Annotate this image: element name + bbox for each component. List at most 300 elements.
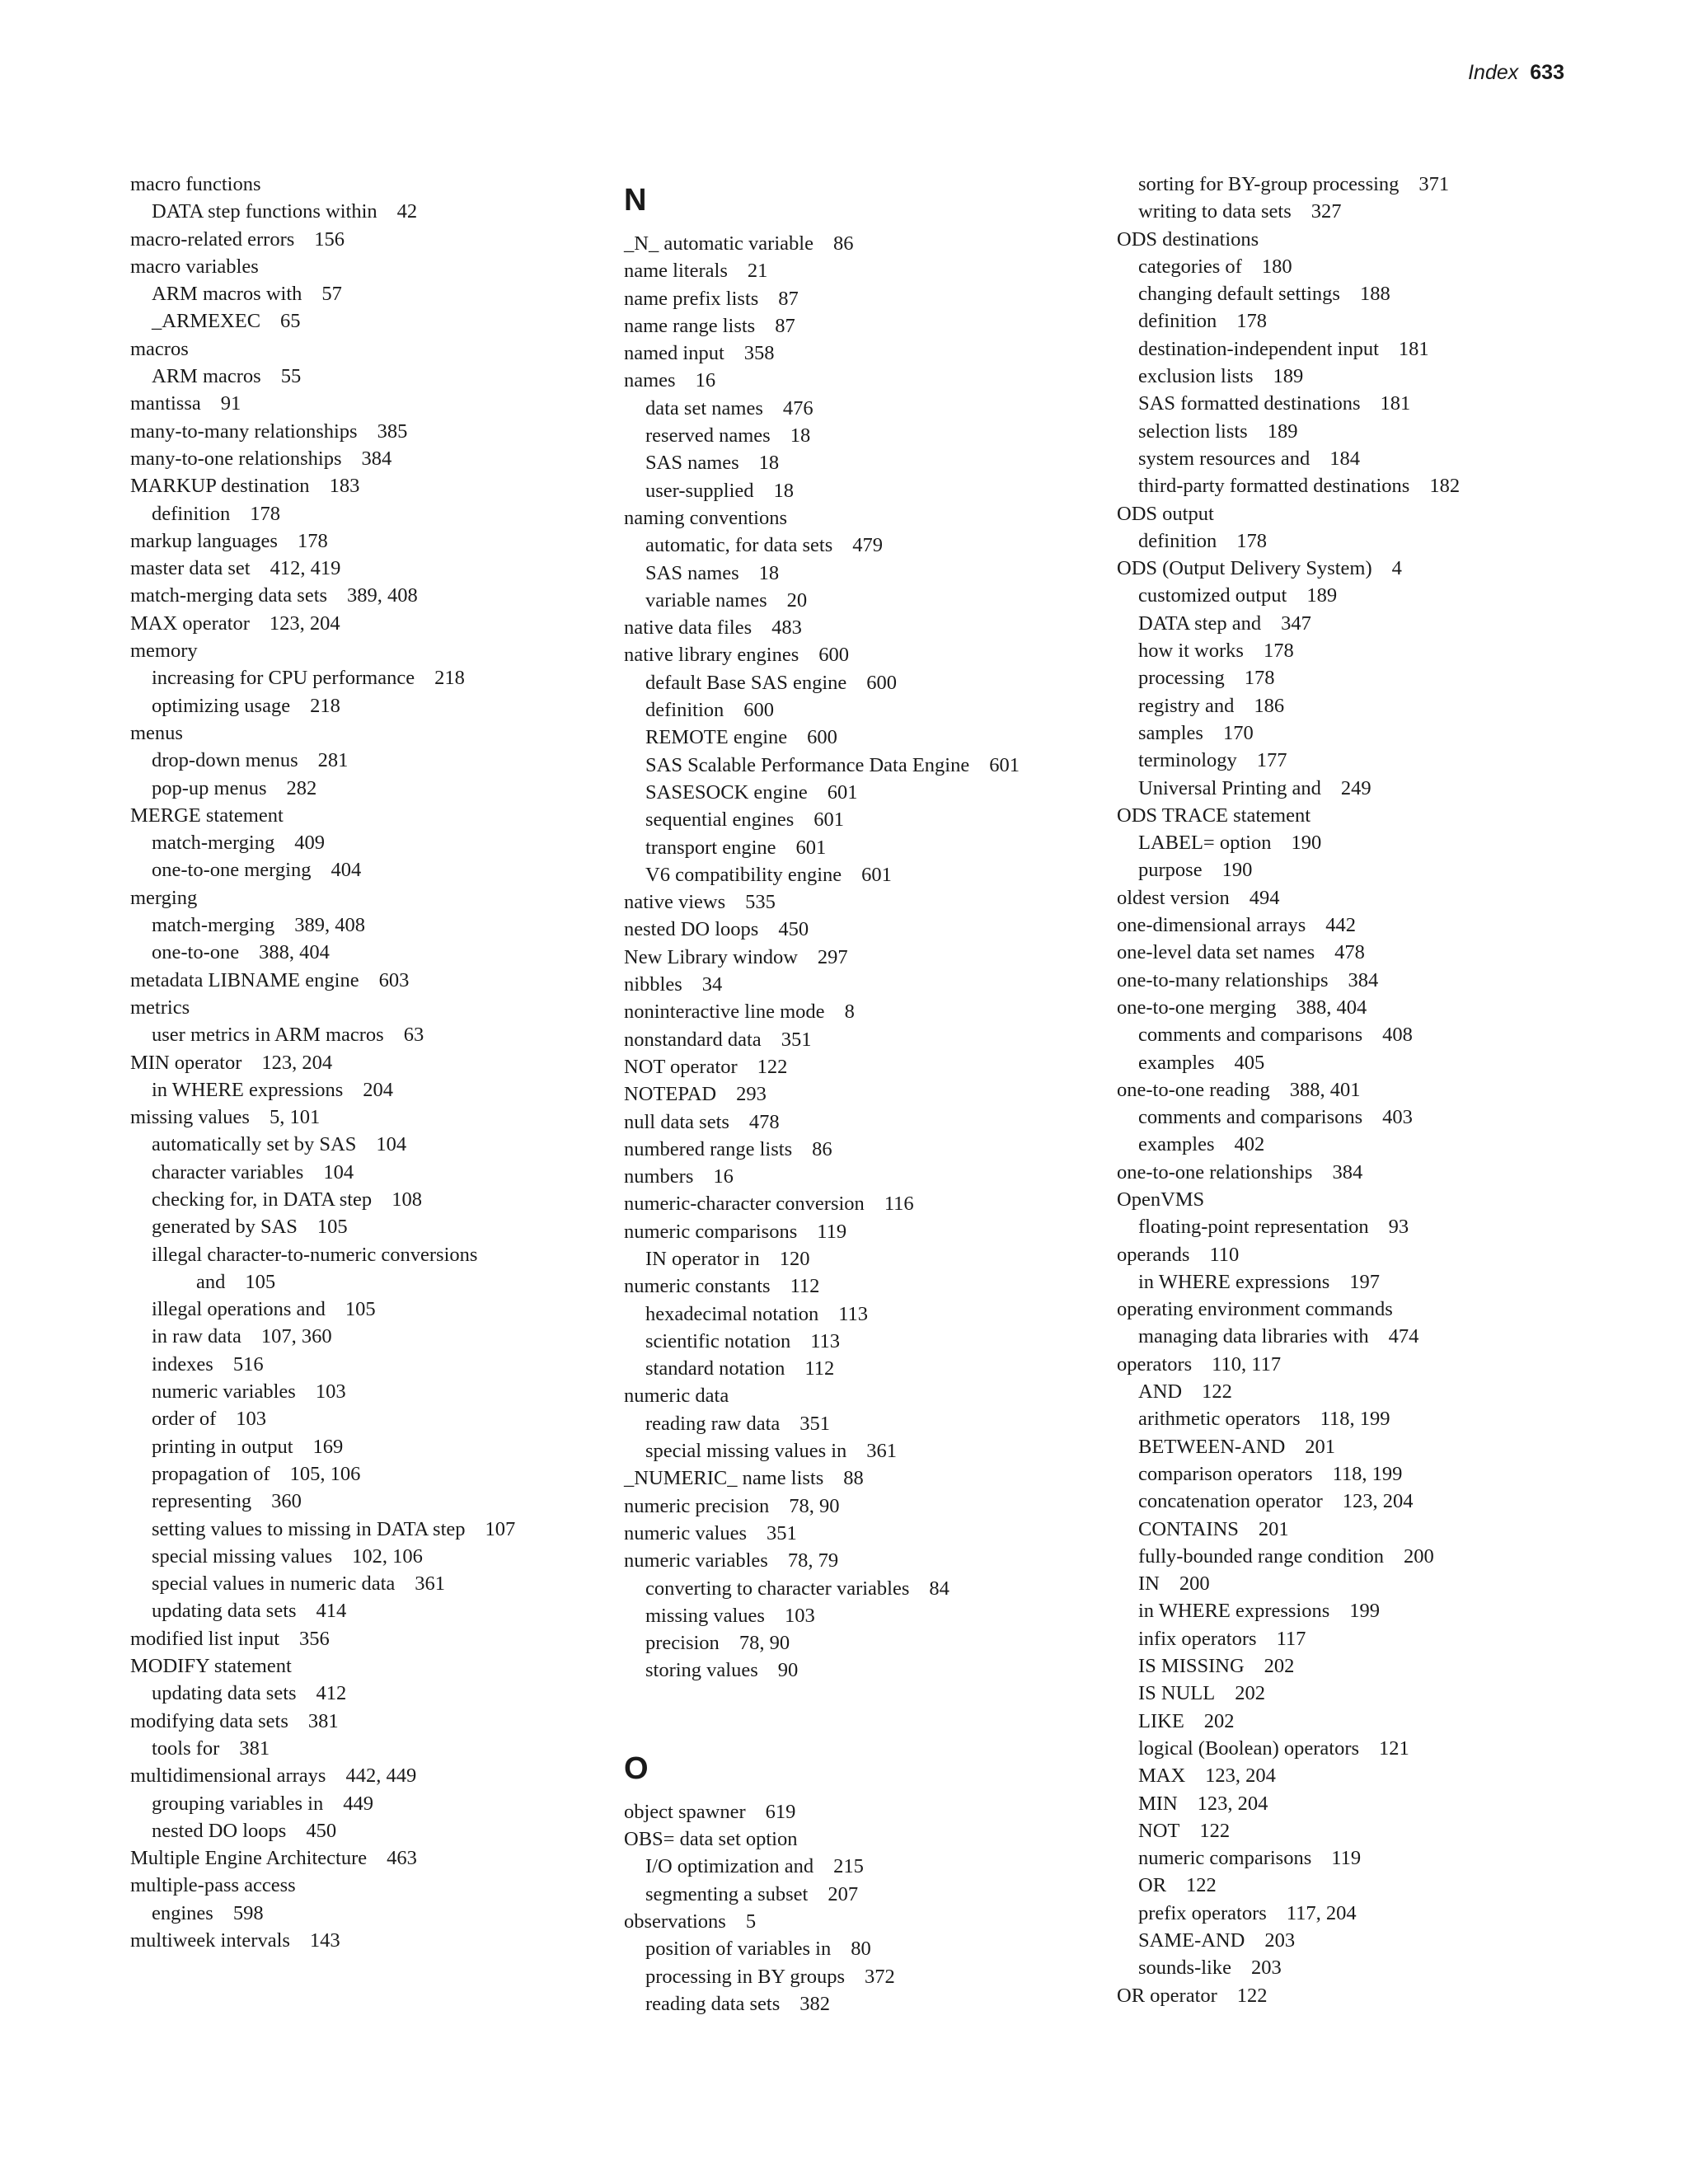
page-reference: 189 bbox=[1267, 419, 1298, 443]
page-reference: 388, 404 bbox=[259, 941, 330, 964]
page-reference: 102, 106 bbox=[352, 1544, 423, 1568]
index-subentry bbox=[1117, 1268, 1595, 1296]
index-term: illegal character-to-numeric conversions bbox=[152, 1243, 478, 1266]
page-reference: 479 bbox=[852, 534, 883, 557]
page-reference: 117 bbox=[1276, 1627, 1306, 1650]
page-reference: 110 bbox=[1209, 1243, 1240, 1266]
index-term: one-to-one bbox=[152, 941, 240, 964]
index-subentry bbox=[1117, 280, 1595, 307]
page-reference: 189 bbox=[1273, 365, 1304, 388]
page-reference: 189 bbox=[1306, 584, 1338, 607]
index-term: IS MISSING bbox=[1138, 1655, 1245, 1678]
index-subentry bbox=[1117, 747, 1595, 774]
page-reference: 403 bbox=[1382, 1106, 1413, 1129]
index-subentry bbox=[624, 669, 1102, 696]
index-subentry bbox=[130, 829, 608, 856]
index-term: named input bbox=[624, 342, 724, 365]
page-reference: 619 bbox=[765, 1800, 796, 1823]
index-entry bbox=[624, 614, 1102, 641]
page-reference: 78, 90 bbox=[738, 1632, 790, 1655]
index-term: OBS= data set option bbox=[624, 1828, 798, 1851]
page-reference: 204 bbox=[363, 1078, 394, 1101]
index-term: SAS names bbox=[645, 452, 739, 475]
index-term: numeric comparisons bbox=[624, 1220, 798, 1243]
page-reference: 65 bbox=[280, 310, 301, 333]
index-entry bbox=[624, 1493, 1102, 1520]
index-subentry bbox=[1117, 637, 1595, 664]
index-subentry bbox=[1117, 582, 1595, 609]
index-term: missing values bbox=[645, 1604, 765, 1627]
index-term: numeric precision bbox=[624, 1494, 770, 1517]
index-subentry bbox=[624, 1245, 1102, 1272]
index-entry bbox=[624, 1218, 1102, 1245]
index-entry bbox=[624, 1272, 1102, 1300]
page-reference: 87 bbox=[775, 314, 795, 337]
page-reference: 186 bbox=[1254, 694, 1285, 717]
page-reference: 78, 90 bbox=[789, 1494, 840, 1517]
page-reference: 463 bbox=[387, 1847, 417, 1870]
index-entry bbox=[624, 1190, 1102, 1217]
index-term: purpose bbox=[1138, 859, 1203, 882]
page-reference: 123, 204 bbox=[1197, 1792, 1268, 1815]
index-term: MIN bbox=[1138, 1792, 1178, 1815]
running-head-label: Index bbox=[1468, 61, 1519, 84]
index-term: numbers bbox=[624, 1165, 694, 1188]
page-reference: 381 bbox=[307, 1709, 339, 1732]
page-reference: 170 bbox=[1222, 721, 1254, 744]
index-subentry bbox=[1117, 1488, 1595, 1515]
index-term: REMOTE engine bbox=[645, 726, 788, 749]
section-letter-heading: N bbox=[624, 183, 647, 218]
index-term: generated by SAS bbox=[152, 1216, 298, 1239]
index-subentry bbox=[130, 1351, 608, 1378]
index-entry bbox=[624, 367, 1102, 394]
index-term: IN operator in bbox=[645, 1247, 760, 1270]
page-reference: 177 bbox=[1256, 749, 1287, 772]
index-term: New Library window bbox=[624, 945, 798, 968]
index-term: reserved names bbox=[645, 424, 771, 448]
page-number: 633 bbox=[1530, 61, 1564, 84]
index-term: multiweek intervals bbox=[130, 1929, 290, 1952]
page-reference: 18 bbox=[790, 424, 811, 448]
index-term: _ARMEXEC bbox=[152, 310, 261, 333]
index-entry bbox=[130, 884, 608, 912]
index-entry bbox=[130, 994, 608, 1021]
page-reference: 84 bbox=[929, 1577, 950, 1600]
index-subentry bbox=[1117, 1021, 1595, 1048]
index-term: categories of bbox=[1138, 255, 1242, 278]
page-reference: 18 bbox=[758, 561, 780, 584]
index-subentry bbox=[1117, 1954, 1595, 1981]
index-term: metrics bbox=[130, 996, 190, 1019]
page-reference: 118, 199 bbox=[1332, 1462, 1403, 1485]
index-term: automatically set by SAS bbox=[152, 1133, 357, 1156]
page-reference: 200 bbox=[1179, 1572, 1210, 1596]
page-reference: 412 bbox=[316, 1682, 347, 1705]
index-term: I/O optimization and bbox=[645, 1855, 814, 1878]
index-entry bbox=[624, 1382, 1102, 1409]
page-reference: 156 bbox=[314, 227, 345, 251]
page-reference: 113 bbox=[810, 1329, 841, 1352]
page-reference: 118, 199 bbox=[1320, 1408, 1390, 1431]
index-term: NOTEPAD bbox=[624, 1083, 717, 1106]
index-term: ARM macros bbox=[152, 365, 261, 388]
index-subentry bbox=[1117, 1104, 1595, 1131]
index-entry bbox=[1117, 1159, 1595, 1186]
page-reference: 483 bbox=[771, 616, 802, 640]
index-term: nested DO loops bbox=[152, 1819, 287, 1842]
index-term: special missing values bbox=[152, 1544, 333, 1568]
index-term: drop-down menus bbox=[152, 749, 298, 772]
page-reference: 476 bbox=[782, 396, 814, 419]
index-term: _N_ automatic variable bbox=[624, 232, 814, 255]
index-subentry bbox=[624, 449, 1102, 476]
index-term: LIKE bbox=[1138, 1709, 1184, 1732]
index-term: multidimensional arrays bbox=[130, 1765, 326, 1788]
page-reference: 351 bbox=[781, 1028, 812, 1051]
index-subentry bbox=[624, 779, 1102, 806]
page-reference: 178 bbox=[297, 529, 328, 552]
index-subentry bbox=[1117, 664, 1595, 691]
page-reference: 181 bbox=[1398, 337, 1429, 360]
index-subentry bbox=[1117, 829, 1595, 856]
index-term: multiple-pass access bbox=[130, 1874, 296, 1897]
index-term: master data set bbox=[130, 557, 251, 580]
index-entry bbox=[130, 1104, 608, 1131]
index-subentry bbox=[1117, 171, 1595, 198]
page-reference: 372 bbox=[865, 1965, 895, 1988]
page-reference: 601 bbox=[827, 780, 858, 804]
index-term: automatic, for data sets bbox=[645, 534, 833, 557]
index-term: changing default settings bbox=[1138, 283, 1340, 306]
index-subentry bbox=[1117, 1790, 1595, 1817]
page-reference: 5 bbox=[745, 1910, 757, 1933]
page-reference: 63 bbox=[403, 1024, 424, 1047]
index-term: numeric data bbox=[624, 1385, 729, 1408]
index-term: fully-bounded range condition bbox=[1138, 1544, 1385, 1568]
index-subentry bbox=[624, 806, 1102, 833]
index-term: grouping variables in bbox=[152, 1792, 324, 1815]
page-reference: 123, 204 bbox=[269, 612, 340, 635]
index-term: samples bbox=[1138, 721, 1203, 744]
index-term: SAS Scalable Performance Data Engine bbox=[645, 753, 970, 776]
index-entry bbox=[1117, 500, 1595, 527]
index-term: one-to-one reading bbox=[1117, 1078, 1270, 1101]
page-reference: 402 bbox=[1234, 1133, 1265, 1156]
index-term: AND bbox=[1138, 1380, 1183, 1404]
index-entry bbox=[624, 1108, 1102, 1136]
index-subentry bbox=[624, 532, 1102, 559]
page-reference: 202 bbox=[1264, 1655, 1295, 1678]
page-reference: 169 bbox=[312, 1435, 344, 1458]
index-subentry bbox=[130, 1076, 608, 1104]
index-term: representing bbox=[152, 1490, 252, 1513]
index-term: comparison operators bbox=[1138, 1462, 1313, 1485]
page-reference: 5, 101 bbox=[269, 1106, 321, 1129]
index-subentry bbox=[1117, 1844, 1595, 1872]
page-reference: 408 bbox=[1382, 1024, 1413, 1047]
page-reference: 120 bbox=[779, 1247, 810, 1270]
page-reference: 103 bbox=[236, 1408, 266, 1431]
index-term: DATA step and bbox=[1138, 612, 1262, 635]
index-term: sounds-like bbox=[1138, 1957, 1231, 1980]
index-term: numbered range lists bbox=[624, 1137, 793, 1160]
index-entry bbox=[1117, 1076, 1595, 1104]
index-subentry bbox=[130, 500, 608, 527]
page-reference: 93 bbox=[1388, 1216, 1409, 1239]
index-subentry bbox=[1117, 1516, 1595, 1543]
index-term: oldest version bbox=[1117, 886, 1230, 909]
index-subentry bbox=[624, 1963, 1102, 1990]
page-reference: 86 bbox=[832, 232, 854, 255]
page-reference: 181 bbox=[1380, 392, 1411, 415]
page-reference: 16 bbox=[695, 369, 716, 392]
page-reference: 327 bbox=[1311, 200, 1342, 223]
index-subentry bbox=[1117, 1460, 1595, 1488]
index-term: one-level data set names bbox=[1117, 941, 1315, 964]
index-term: macros bbox=[130, 337, 189, 360]
index-term: SAS formatted destinations bbox=[1138, 392, 1361, 415]
index-term: arithmetic operators bbox=[1138, 1408, 1301, 1431]
index-subentry bbox=[130, 939, 608, 966]
page-reference: 218 bbox=[310, 694, 340, 717]
page-reference: 178 bbox=[250, 502, 281, 525]
page-reference: 110, 117 bbox=[1212, 1352, 1282, 1376]
index-entry bbox=[624, 1053, 1102, 1080]
page-reference: 123, 204 bbox=[1342, 1490, 1414, 1513]
index-term: NOT operator bbox=[624, 1055, 738, 1078]
index-subentry bbox=[1117, 307, 1595, 335]
page-reference: 18 bbox=[773, 479, 795, 502]
index-term: macro functions bbox=[130, 173, 261, 195]
page-reference: 190 bbox=[1291, 832, 1322, 855]
page-reference: 282 bbox=[286, 776, 317, 799]
page-reference: 405 bbox=[1234, 1051, 1265, 1074]
index-entry bbox=[130, 637, 608, 664]
page-reference: 34 bbox=[701, 973, 723, 996]
page-reference: 600 bbox=[807, 726, 837, 749]
index-term: noninteractive line mode bbox=[624, 1001, 825, 1024]
index-subentry bbox=[1117, 1570, 1595, 1597]
index-subentry bbox=[1117, 198, 1595, 225]
index-subentry bbox=[130, 775, 608, 802]
index-subentry bbox=[130, 1021, 608, 1048]
page-reference: 249 bbox=[1340, 776, 1372, 799]
page-reference: 601 bbox=[989, 753, 1020, 776]
index-term: processing in BY groups bbox=[645, 1965, 846, 1988]
index-entry bbox=[1117, 994, 1595, 1021]
index-term: terminology bbox=[1138, 749, 1237, 772]
index-term: writing to data sets bbox=[1138, 200, 1292, 223]
index-term: concatenation operator bbox=[1138, 1490, 1323, 1513]
index-subentry bbox=[624, 1301, 1102, 1328]
page-reference: 450 bbox=[306, 1819, 337, 1842]
page-reference: 474 bbox=[1388, 1325, 1419, 1348]
index-subentry bbox=[1117, 1049, 1595, 1076]
index-term: selection lists bbox=[1138, 419, 1248, 443]
page-reference: 351 bbox=[799, 1412, 830, 1435]
index-entry bbox=[130, 226, 608, 253]
page-reference: 200 bbox=[1404, 1544, 1434, 1568]
index-entry bbox=[130, 445, 608, 472]
index-subentry bbox=[1117, 1323, 1595, 1350]
index-subentry bbox=[624, 1437, 1102, 1465]
index-subentry bbox=[1117, 1378, 1595, 1405]
index-subentry bbox=[1117, 692, 1595, 719]
page-reference: 215 bbox=[833, 1855, 864, 1878]
page-reference: 21 bbox=[747, 260, 768, 283]
index-subentry bbox=[130, 1680, 608, 1707]
page-reference: 18 bbox=[758, 452, 780, 475]
page-reference: 90 bbox=[777, 1659, 799, 1682]
index-entry bbox=[624, 504, 1102, 532]
page-reference: 442, 449 bbox=[345, 1765, 417, 1788]
index-subentry bbox=[624, 696, 1102, 724]
page-reference: 603 bbox=[378, 968, 410, 991]
index-term: modified list input bbox=[130, 1627, 280, 1650]
index-term: nibbles bbox=[624, 973, 682, 996]
index-subentry bbox=[624, 395, 1102, 422]
index-subentry bbox=[624, 861, 1102, 888]
page-reference: 201 bbox=[1258, 1517, 1289, 1540]
page-reference: 105, 106 bbox=[289, 1462, 361, 1485]
index-term: updating data sets bbox=[152, 1682, 297, 1705]
index-term: segmenting a subset bbox=[645, 1882, 809, 1905]
index-term: updating data sets bbox=[152, 1600, 297, 1623]
index-term: NOT bbox=[1138, 1819, 1180, 1842]
index-term: Multiple Engine Architecture bbox=[130, 1847, 368, 1870]
index-subentry bbox=[624, 1990, 1102, 2018]
index-subentry bbox=[624, 1853, 1102, 1880]
index-entry bbox=[624, 1825, 1102, 1853]
page-reference: 112 bbox=[804, 1357, 835, 1380]
index-subentry bbox=[130, 1460, 608, 1488]
index-subentry bbox=[1117, 472, 1595, 499]
index-term: definition bbox=[1138, 310, 1217, 333]
index-subentry bbox=[624, 1881, 1102, 1908]
index-term: definition bbox=[645, 699, 724, 722]
page-reference: 57 bbox=[321, 283, 342, 306]
index-term: character variables bbox=[152, 1160, 304, 1183]
index-term: nonstandard data bbox=[624, 1028, 762, 1051]
page-reference: 202 bbox=[1203, 1709, 1235, 1732]
index-term: operators bbox=[1117, 1352, 1193, 1376]
index-entry bbox=[624, 1465, 1102, 1492]
index-term: transport engine bbox=[645, 836, 776, 859]
index-entry bbox=[130, 1872, 608, 1899]
page-reference: 351 bbox=[767, 1521, 797, 1544]
index-entry bbox=[1117, 1241, 1595, 1268]
page-reference: 16 bbox=[713, 1165, 734, 1188]
index-subentry bbox=[1117, 418, 1595, 445]
index-entry bbox=[130, 582, 608, 609]
index-term: match-merging bbox=[152, 832, 275, 855]
section-letter-heading: O bbox=[624, 1750, 649, 1786]
page-reference: 103 bbox=[784, 1604, 815, 1627]
index-term: merging bbox=[130, 886, 198, 909]
page-reference: 20 bbox=[786, 588, 808, 612]
index-subentry bbox=[130, 307, 608, 335]
index-term: name prefix lists bbox=[624, 287, 759, 310]
index-entry bbox=[624, 285, 1102, 312]
index-entry bbox=[1117, 967, 1595, 994]
page-reference: 122 bbox=[1199, 1819, 1231, 1842]
index-term: markup languages bbox=[130, 529, 278, 552]
index-entry bbox=[624, 641, 1102, 668]
page-reference: 122 bbox=[1202, 1380, 1232, 1404]
index-entry bbox=[130, 555, 608, 582]
index-subentry bbox=[1117, 1597, 1595, 1624]
page-reference: 409 bbox=[294, 832, 325, 855]
index-term: hexadecimal notation bbox=[645, 1302, 819, 1325]
page-reference: 404 bbox=[331, 859, 362, 882]
index-term: illegal operations and bbox=[152, 1298, 326, 1321]
page-reference: 182 bbox=[1429, 475, 1461, 498]
index-subentry bbox=[130, 912, 608, 939]
index-term: order of bbox=[152, 1408, 217, 1431]
page-reference: 201 bbox=[1305, 1435, 1336, 1458]
index-subentry bbox=[1117, 390, 1595, 417]
page-reference: 203 bbox=[1250, 1957, 1282, 1980]
index-subentry bbox=[624, 834, 1102, 861]
index-term: engines bbox=[152, 1901, 213, 1924]
index-subentry bbox=[130, 363, 608, 390]
index-term: object spawner bbox=[624, 1800, 746, 1823]
index-term: sorting for BY-group processing bbox=[1138, 173, 1400, 195]
index-term: one-to-many relationships bbox=[1117, 968, 1329, 991]
index-subentry bbox=[1117, 1543, 1595, 1570]
index-column-1 bbox=[130, 171, 608, 1954]
page-reference: 88 bbox=[843, 1467, 864, 1490]
index-entry bbox=[1117, 555, 1595, 582]
index-term: BETWEEN-AND bbox=[1138, 1435, 1286, 1458]
page-reference: 601 bbox=[814, 808, 845, 832]
index-term: exclusion lists bbox=[1138, 365, 1254, 388]
page-reference: 202 bbox=[1235, 1682, 1265, 1705]
page-reference: 143 bbox=[309, 1929, 340, 1952]
page-reference: 442 bbox=[1325, 914, 1357, 937]
page-reference: 207 bbox=[828, 1882, 859, 1905]
index-term: optimizing usage bbox=[152, 694, 291, 717]
page-reference: 199 bbox=[1349, 1600, 1381, 1623]
page-reference: 414 bbox=[316, 1600, 347, 1623]
index-term: customized output bbox=[1138, 584, 1287, 607]
index-subentry bbox=[1117, 1405, 1595, 1432]
index-subentry bbox=[130, 692, 608, 719]
index-subentry bbox=[130, 1296, 608, 1323]
page-reference: 86 bbox=[812, 1137, 832, 1160]
index-subentry bbox=[1117, 610, 1595, 637]
index-term: V6 compatibility engine bbox=[645, 863, 842, 886]
index-entry bbox=[130, 527, 608, 555]
page-reference: 87 bbox=[778, 287, 799, 310]
page-reference: 188 bbox=[1359, 283, 1390, 306]
index-term: modifying data sets bbox=[130, 1709, 288, 1732]
index-term: infix operators bbox=[1138, 1627, 1257, 1650]
index-subentry bbox=[130, 1323, 608, 1350]
index-entry bbox=[130, 171, 608, 198]
index-subentry bbox=[130, 1817, 608, 1844]
index-term: one-to-one merging bbox=[152, 859, 312, 882]
page-reference: 347 bbox=[1281, 612, 1311, 635]
page-reference: 494 bbox=[1249, 886, 1280, 909]
page-reference: 4 bbox=[1391, 557, 1402, 580]
index-term: indexes bbox=[152, 1352, 213, 1376]
page-reference: 121 bbox=[1379, 1736, 1409, 1760]
page-reference: 218 bbox=[434, 667, 465, 690]
index-term: one-to-one merging bbox=[1117, 996, 1277, 1019]
page-reference: 388, 404 bbox=[1296, 996, 1367, 1019]
